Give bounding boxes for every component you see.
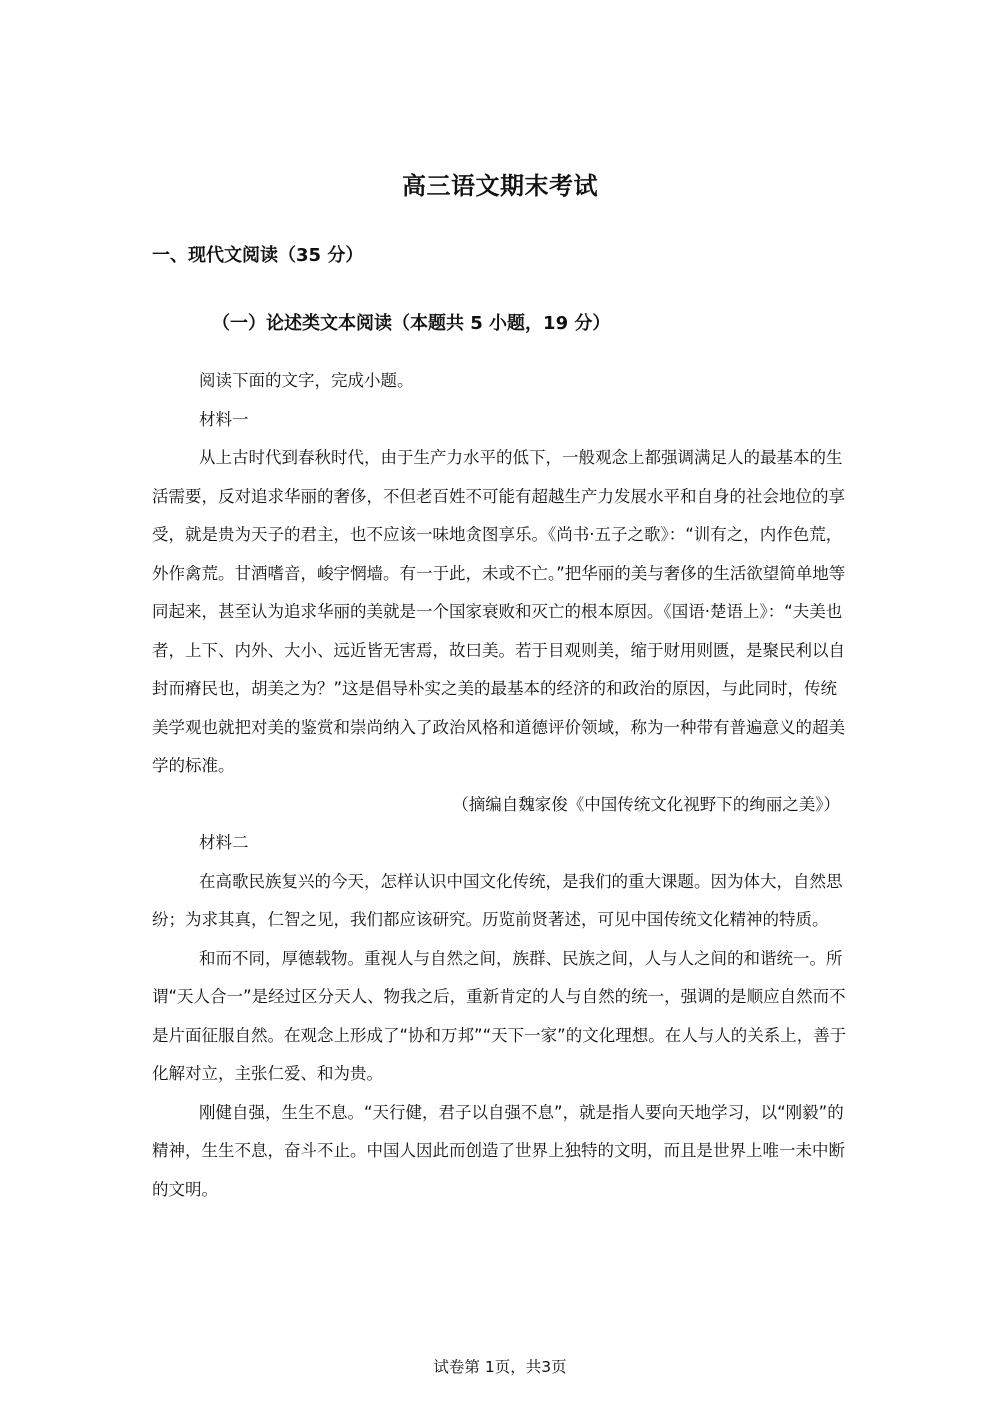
material-two-paragraph-1: 在高歌民族复兴的今天，怎样认识中国文化传统，是我们的重大课题。因为体大，自然思纷；为求其真，仁智之见，我们都应该研究。历览前贤著述，可见中国传统文化精神的特质。: [152, 871, 843, 929]
material-one-label: 材料一: [199, 409, 249, 429]
instruction-text: 阅读下面的文字，完成小题。: [199, 371, 414, 390]
page-title: 高三语文期末考试: [402, 172, 598, 200]
material-two-paragraph-3: 刚健自强，生生不息。“天行健，君子以自强不息”，就是指人要向天地学习，以“刚毅”的精神，生生不息，奋斗不止。中国人因此而创造了世界上独特的文明，而且是世界上唯一未中断的文明。: [152, 1102, 845, 1199]
material-two-paragraph-2: 和而不同，厚德载物。重视人与自然之间，族群、民族之间，人与人之间的和谐统一。所谓“天人合一”是经过区分天人、物我之后，重新肯定的人与自然的统一，强调的是顺应自然而不是片面征服自然。在观念上形成了“协和万邦”“天下一家”的文化理想。在人与人的关系上，善于化解对立，主张仁爱、和为贵。: [152, 948, 847, 1083]
section-heading: 一、现代文阅读（35 分）: [152, 245, 364, 266]
page-footer: 试卷第 1页，共3页: [433, 1358, 567, 1376]
material-one-paragraph: 从上古时代到春秋时代，由于生产力水平的低下，一般观念上都强调满足人的最基本的生活需要，反对追求华丽的奢侈，不但老百姓不可能有超越生产力发展水平和自身的社会地位的享受，就是贵为天子的君主，也不应该一味地贪图享乐。《尚书·五子之歌》：“训有之，内作色荒，外作禽荒。甘酒嗜音，峻宇惘墙。有一于此，未或不亡。”把华丽的美与奢侈的生活欲望简单地等同起来，甚至认为追求华丽的美就是一个国家衰败和灭亡的根本原因。《国语·楚语上》：“夫美也者，上下、内外、大小、远近皆无害焉，故曰美。若于目观则美，缩于财用则匮，是聚民利以自封而瘠民也，胡美之为？”这是倡导朴实之美的最基本的经济的和政治的原因，与此同时，传统美学观也就把对美的鉴赏和崇尚纳入了政治风格和道德评价领域，称为一种带有普遍意义的超美学的标准。: [152, 448, 846, 775]
sub-section-heading: （一）论述类文本阅读（本题共 5 小题，19 分）: [212, 313, 611, 334]
material-one-source: （摘编自魏家俊《中国传统文化视野下的绚丽之美》）: [452, 794, 840, 814]
material-two-label: 材料二: [199, 833, 249, 852]
reading-passage: [152, 362, 852, 1209]
